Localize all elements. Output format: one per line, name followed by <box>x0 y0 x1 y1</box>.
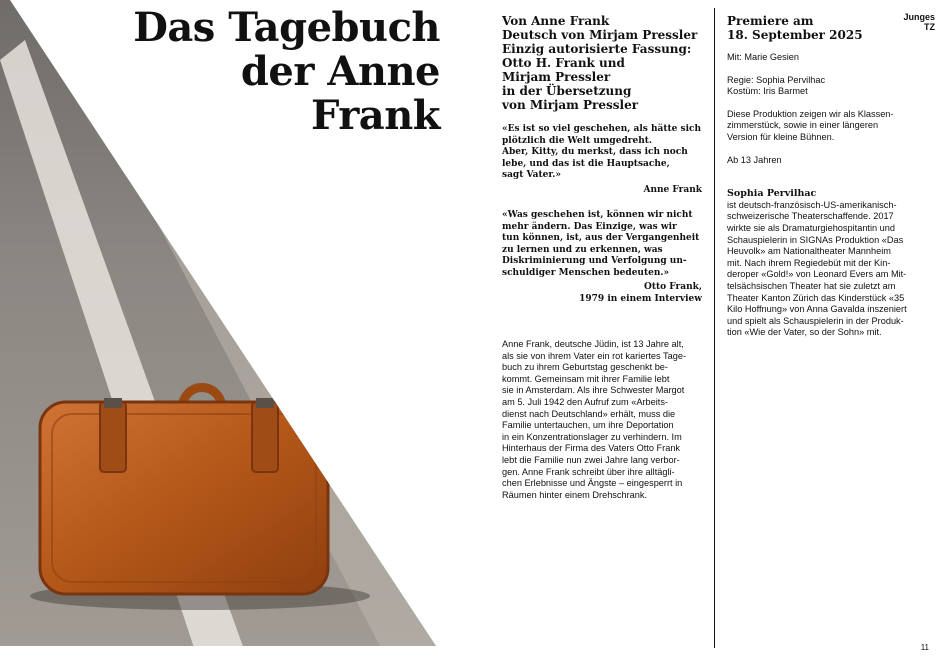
body-line: sie in Amsterdam. Als ihre Schwester Margot <box>502 385 685 396</box>
quote-line: «Es ist so viel geschehen, als hätte sich <box>502 124 702 134</box>
quote-line: lebe, und das ist die Hauptsache, <box>502 158 670 169</box>
bio-name: Sophia Pervilhac <box>727 188 817 200</box>
theater-logo <box>903 12 935 32</box>
credit-line: Deutsch von Mirjam Pressler <box>502 28 698 42</box>
synopsis <box>502 339 702 501</box>
bio-line: schweizerische Theaterschaffende. 2017 <box>727 211 894 222</box>
credit-line: von Mirjam Pressler <box>502 98 639 112</box>
title-line-2: der Anne Frank <box>240 48 440 139</box>
bio-line: ist deutsch-französisch-US-amerikanisch- <box>727 199 897 210</box>
quote-line: mehr ändern. Das Einzige, was wir <box>502 221 677 232</box>
body-line: chen Erlebnisse und Ängste – eingesperrt in <box>502 478 683 489</box>
body-line: dienst nach Deutschland» erhält, muss die <box>502 408 676 419</box>
middle-column <box>502 14 702 501</box>
body-line: in ein Konzentrationslager zu verhindern. Im <box>502 431 682 442</box>
quote-line: Aber, Kitty, du merkst, dass ich noch <box>502 147 688 157</box>
bio-text <box>727 200 932 339</box>
body-line: am 5. Juli 1942 den Aufruf zum «Arbeits- <box>502 396 668 407</box>
credit-line: Von Anne Frank <box>502 14 610 28</box>
quote-otto <box>502 210 702 279</box>
credit-line: Otto H. Frank und <box>502 56 625 70</box>
credits <box>502 14 702 112</box>
body-line: buch zu ihrem Geburtstag geschenkt be- <box>502 362 668 373</box>
quote-line: sagt Vater.» <box>502 170 562 180</box>
author-name: Otto Frank, <box>643 282 702 292</box>
title-line-1: Das Tagebuch <box>133 4 440 51</box>
bio-line: Kilo Hoffnung» von Anna Gavalda inszeniert <box>727 304 907 315</box>
author-name: Anne Frank <box>643 184 702 195</box>
page-title <box>120 6 440 138</box>
bio-line: wirkte sie als Dramaturgiehospitantin und <box>727 222 896 233</box>
body-line: Anne Frank, deutsche Jüdin, ist 13 Jahre alt, <box>502 339 684 349</box>
bio-line: mit. Nach ihrem Regiedebüt mit der Kin- <box>727 257 891 268</box>
note-line: Diese Produktion zeigen wir als Klassen- <box>727 108 894 119</box>
quote-line: plötzlich die Welt umgedreht. <box>502 135 653 146</box>
age-recommendation: Ab 13 Jahren <box>727 154 782 165</box>
bio-line: Heuvolk» am Nationaltheater Mannheim <box>727 246 891 257</box>
quote-anne <box>502 124 702 182</box>
premiere-value: 18. September 2025 <box>727 28 863 42</box>
body-line: als sie von ihrem Vater ein rot kariertes Tage- <box>502 350 686 361</box>
quote-line: zu lernen und zu erkennen, was <box>502 244 663 255</box>
costume-line: Kostüm: Iris Barmet <box>727 86 808 97</box>
quote-line: tun können, ist, aus der Vergangenheit <box>502 233 700 243</box>
cast-line: Mit: Marie Gesien <box>727 52 799 62</box>
quote-line: «Was geschehen ist, können wir nicht <box>502 210 693 220</box>
quote-anne-author <box>502 185 702 197</box>
bio-line: und spielt als Schauspielerin in der Produk- <box>727 315 904 326</box>
body-line: Räumen hinter einem Drehschrank. <box>502 489 648 500</box>
director-line: Regie: Sophia Pervilhac <box>727 74 826 85</box>
bio-line: deroper «Gold!» von Leonard Evers am Mit- <box>727 269 907 280</box>
body-line: lebt die Familie nun zwei Jahre lang verbor- <box>502 454 680 465</box>
bio-line: tion «Wie der Vater, so der Sohn» mit. <box>727 327 882 338</box>
credit-line: in der Übersetzung <box>502 84 632 98</box>
logo-line: TZ <box>924 22 935 32</box>
logo-line: Junges <box>903 12 935 22</box>
credit-line: Einzig autorisierte Fassung: <box>502 42 692 56</box>
column-divider <box>714 8 715 648</box>
page-number: 11 <box>920 643 929 652</box>
bio-line: Theater Kanton Zürich das Kinderstück «35 <box>727 292 905 303</box>
quote-otto-author <box>502 282 702 305</box>
body-line: gen. Anne Frank schreibt über ihre alltägli- <box>502 466 675 477</box>
quote-line: Diskriminierung und Verfolgung un- <box>502 256 687 266</box>
premiere-date <box>727 14 932 42</box>
quote-line: schuldiger Menschen bedeuten.» <box>502 267 670 278</box>
body-line: Hinterhaus der Firma des Vaters Otto Frank <box>502 443 681 454</box>
premiere-label: Premiere am <box>727 14 814 28</box>
bio-line: telsächsischen Theater hat sie zuletzt am <box>727 280 896 291</box>
bio-line: Schauspielerin in SIGNAs Produktion «Das <box>727 234 904 245</box>
right-column <box>727 14 932 339</box>
body-line: kommt. Gemeinsam mit ihrer Familie lebt <box>502 373 670 384</box>
production-note <box>727 109 932 144</box>
body-line: Familie untertauchen, um ihre Deportation <box>502 420 674 431</box>
author-source: 1979 in einem Interview <box>579 293 702 304</box>
credit-line: Mirjam Pressler <box>502 70 611 84</box>
note-line: Version für kleine Bühnen. <box>727 131 835 142</box>
note-line: zimmerstück, sowie in einer längeren <box>727 120 879 131</box>
